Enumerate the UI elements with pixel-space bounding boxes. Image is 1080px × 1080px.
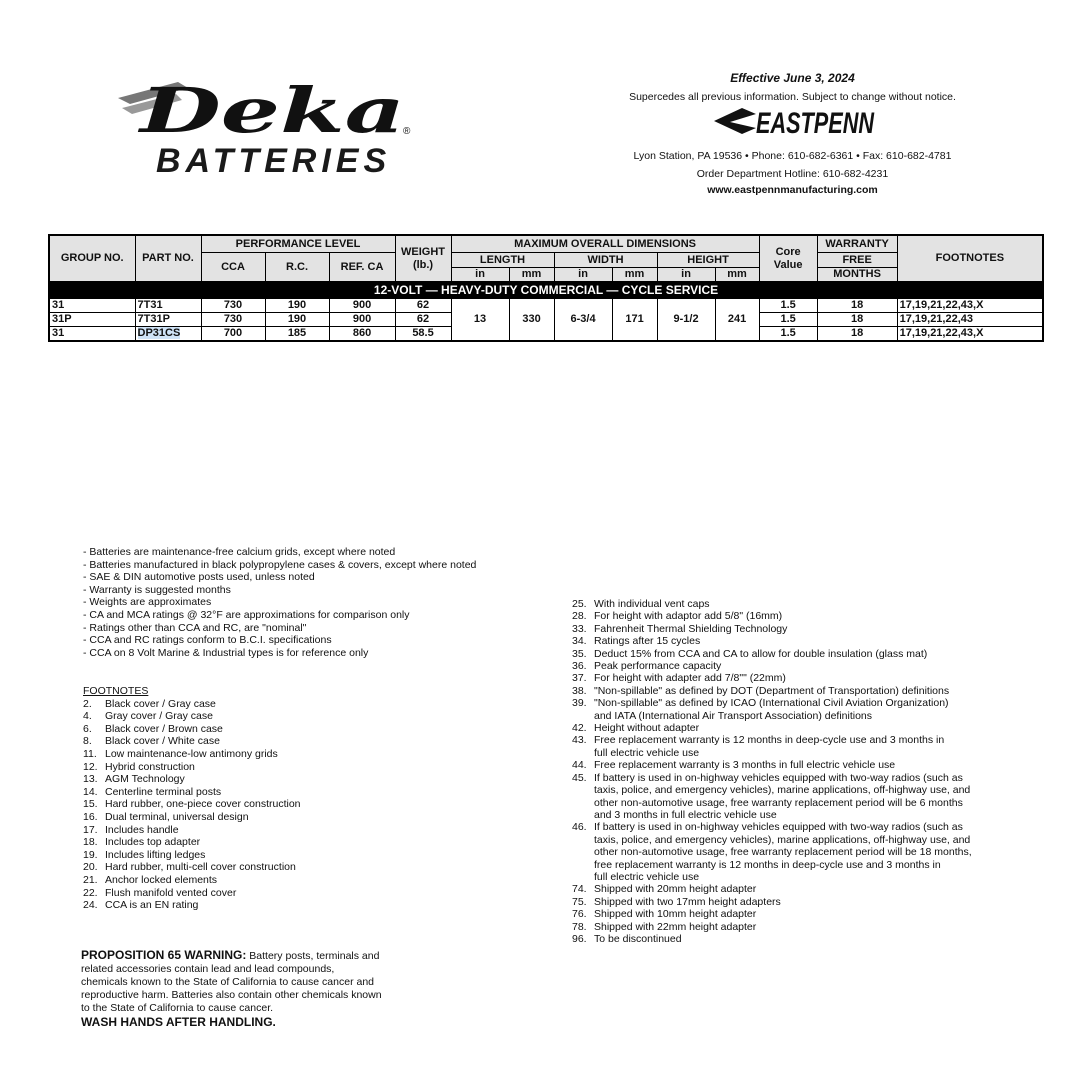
footnote-number: 4.	[83, 710, 92, 723]
footnote-line: full electric vehicle use	[594, 746, 700, 759]
footnote-list-left	[83, 698, 301, 912]
footnote-number: 37.	[572, 672, 587, 685]
footnote-item	[572, 660, 972, 672]
footnote-item	[83, 748, 301, 761]
footnote-line: full electric vehicle use	[594, 870, 700, 883]
footnote-body	[594, 635, 700, 647]
footnote-item	[572, 921, 972, 933]
general-note: - CA and MCA ratings @ 32°F are approximations for comparison only	[83, 608, 410, 621]
footnote-item	[572, 635, 972, 647]
footnote-item	[572, 685, 972, 697]
footnote-body	[594, 908, 756, 920]
prop65-line: reproductive harm. Batteries also contain other chemicals known	[81, 989, 382, 1001]
header-length-mm: mm	[509, 268, 554, 282]
cell-rc: 185	[265, 327, 329, 342]
footnote-number: 28.	[572, 610, 587, 623]
general-note: - Weights are approximates	[83, 596, 212, 609]
header-height-in: in	[657, 268, 715, 282]
footnote-number: 22.	[83, 886, 98, 899]
footnote-number: 45.	[572, 771, 587, 784]
cell-group: 31	[49, 327, 135, 342]
footnote-item	[83, 761, 301, 774]
footnote-line: Shipped with 20mm height adapter	[594, 883, 757, 896]
footnote-body	[594, 623, 787, 635]
header-group-no: GROUP NO.	[49, 235, 135, 282]
footnote-number: 25.	[572, 598, 587, 610]
header-months: MONTHS	[817, 268, 897, 282]
footnote-item	[83, 849, 301, 862]
footnote-number: 2.	[83, 697, 92, 710]
prop65-line: related accessories contain lead and lead compounds,	[81, 963, 335, 975]
footnote-item	[83, 735, 301, 748]
footnote-body	[594, 722, 699, 734]
general-note: - CCA on 8 Volt Marine & Industrial types is for reference only	[83, 646, 369, 659]
cell-length-in: 13	[451, 299, 509, 342]
eastpenn-wordmark-icon	[712, 100, 882, 142]
footnote-item	[572, 759, 972, 771]
prop65-warning	[81, 949, 411, 1029]
footnote-item	[572, 623, 972, 635]
footnote-item	[572, 722, 972, 734]
footnote-item	[572, 697, 972, 722]
footnote-number: 6.	[83, 722, 92, 735]
footnote-text: Includes top adapter	[105, 836, 201, 849]
batteries-subtitle: BATTERIES	[156, 142, 392, 180]
footnote-number: 36.	[572, 660, 587, 673]
footnote-text: AGM Technology	[105, 773, 185, 786]
footnote-number: 42.	[572, 722, 587, 735]
cell-cca: 730	[201, 299, 265, 313]
footnote-text: Includes handle	[105, 823, 179, 836]
footnote-number: 19.	[83, 848, 98, 861]
footnote-text: Anchor locked elements	[105, 873, 218, 886]
footnote-line: taxis, police, and emergency vehicles), marine applications, off-highway use, and	[594, 833, 971, 846]
footnote-item	[572, 734, 972, 759]
footnote-item	[83, 899, 301, 912]
footnote-text: Flush manifold vented cover	[105, 886, 237, 899]
cell-core: 1.5	[759, 313, 817, 327]
header-max-dims: MAXIMUM OVERALL DIMENSIONS	[451, 235, 759, 253]
prop65-title: PROPOSITION 65 WARNING:	[81, 948, 247, 962]
footnote-line: Shipped with 22mm height adapter	[594, 920, 757, 933]
footnote-item	[83, 710, 301, 723]
cell-part[interactable]	[135, 327, 201, 342]
footnote-number: 76.	[572, 908, 587, 921]
footnote-number: 8.	[83, 735, 92, 748]
general-note: - Warranty is suggested months	[83, 583, 231, 596]
footnote-text: Hybrid construction	[105, 760, 195, 773]
footnote-body	[594, 685, 949, 697]
footnote-number: 12.	[83, 760, 98, 773]
footnote-line: and 3 months in full electric vehicle use	[594, 808, 777, 821]
footnote-number: 15.	[83, 798, 98, 811]
footnote-text: Low maintenance-low antimony grids	[105, 747, 278, 760]
header-part-no: PART NO.	[135, 235, 201, 282]
footnote-number: 46.	[572, 821, 587, 834]
footnote-line: and IATA (International Air Transport Association) definitions	[594, 709, 873, 722]
header-length: LENGTH	[451, 253, 554, 268]
footnotes-title: FOOTNOTES	[83, 685, 149, 697]
header-core-value: Core Value	[759, 235, 817, 282]
general-note: - SAE & DIN automotive posts used, unless noted	[83, 571, 315, 584]
cell-footnotes: 17,19,21,22,43,X	[897, 299, 1043, 313]
general-note: - Ratings other than CCA and RC, are "nominal"	[83, 621, 307, 634]
eastpenn-logo	[712, 100, 882, 142]
footnote-text: Black cover / White case	[105, 735, 220, 748]
footnote-number: 74.	[572, 883, 587, 896]
footnote-number: 16.	[83, 810, 98, 823]
footnote-text: Dual terminal, universal design	[105, 810, 249, 823]
prop65-line: chemicals known to the State of California to cause cancer and	[81, 976, 374, 988]
footnote-item	[572, 672, 972, 684]
footnote-item	[83, 887, 301, 900]
footnote-item	[83, 698, 301, 711]
footnote-text: Hard rubber, multi-cell cover construction	[105, 861, 296, 874]
footnote-number: 18.	[83, 836, 98, 849]
section-title: 12-VOLT — HEAVY-DUTY COMMERCIAL — CYCLE SERVICE	[49, 282, 1043, 299]
footnote-number: 13.	[83, 773, 98, 786]
cell-part: 7T31P	[135, 313, 201, 327]
wash-hands-warning: WASH HANDS AFTER HANDLING.	[81, 1015, 276, 1029]
deka-logo-text: Deka	[136, 74, 405, 147]
footnote-number: 11.	[83, 747, 97, 760]
cell-footnotes: 17,19,21,22,43,X	[897, 327, 1043, 342]
footnote-item	[572, 883, 972, 895]
cell-length-mm: 330	[509, 299, 554, 342]
header-width-mm: mm	[612, 268, 657, 282]
header-warranty: WARRANTY	[817, 235, 897, 253]
cell-core: 1.5	[759, 327, 817, 342]
registered-mark: ®	[403, 126, 411, 137]
footnote-body	[594, 697, 949, 722]
footnotes-right	[572, 598, 972, 945]
footnote-item	[83, 861, 301, 874]
cell-group: 31	[49, 299, 135, 313]
footnote-number: 39.	[572, 697, 587, 710]
cell-rc: 190	[265, 299, 329, 313]
cell-cca: 730	[201, 313, 265, 327]
footnote-number: 24.	[83, 899, 98, 912]
footnote-number: 34.	[572, 635, 587, 648]
footnote-line: "Non-spillable" as defined by DOT (Department of Transportation) definitions	[594, 684, 950, 697]
footnote-item	[83, 874, 301, 887]
footnote-body	[594, 921, 756, 933]
footnote-line: free replacement warranty is 12 months in deep-cycle use and 3 months in	[594, 858, 941, 871]
footnote-body	[594, 610, 782, 622]
footnote-line: other non-automotive usage, free warranty replacement period will be 18 months,	[594, 846, 972, 859]
header-rc: R.C.	[265, 253, 329, 282]
footnote-number: 35.	[572, 647, 587, 660]
footnote-line: Free replacement warranty is 12 months in deep-cycle use and 3 months in	[594, 734, 945, 747]
header-width-in: in	[554, 268, 612, 282]
cell-cca: 700	[201, 327, 265, 342]
header-length-in: in	[451, 268, 509, 282]
cell-ref-ca: 900	[329, 313, 395, 327]
footnote-body	[594, 821, 972, 883]
prop65-line: to the State of California to cause cancer.	[81, 1002, 274, 1014]
footnote-line: With individual vent caps	[594, 598, 710, 610]
footnotes-left	[83, 685, 301, 912]
footnote-text: Black cover / Gray case	[105, 697, 216, 710]
company-address: Lyon Station, PA 19536 • Phone: 610-682-6361 • Fax: 610-682-4781	[633, 150, 952, 162]
footnote-number: 96.	[572, 932, 587, 945]
header-cca: CCA	[201, 253, 265, 282]
cell-warranty: 18	[817, 313, 897, 327]
footnote-number: 38.	[572, 684, 587, 697]
company-website[interactable]: www.eastpennmanufacturing.com	[707, 184, 878, 196]
footnote-item	[572, 821, 972, 883]
cell-rc: 190	[265, 313, 329, 327]
cell-weight: 58.5	[395, 327, 451, 342]
cell-part: 7T31	[135, 299, 201, 313]
header-height-mm: mm	[715, 268, 759, 282]
footnote-item	[83, 811, 301, 824]
footnote-item	[572, 896, 972, 908]
footnote-body	[594, 883, 756, 895]
order-hotline: Order Department Hotline: 610-682-4231	[696, 168, 889, 180]
footnote-item	[572, 933, 972, 945]
footnote-item	[572, 598, 972, 610]
header-height: HEIGHT	[657, 253, 759, 268]
footnote-item	[83, 773, 301, 786]
general-notes	[83, 546, 476, 659]
cell-footnotes: 17,19,21,22,43	[897, 313, 1043, 327]
footnote-line: To be discontinued	[594, 932, 682, 945]
general-note: - CCA and RC ratings conform to B.C.I. specifications	[83, 634, 332, 647]
footnote-line: For height with adaptor add 5/8" (16mm)	[594, 610, 783, 623]
header-footnotes: FOOTNOTES	[897, 235, 1043, 282]
footnote-line: Peak performance capacity	[594, 660, 722, 673]
footnote-item	[83, 786, 301, 799]
footnote-number: 44.	[572, 759, 587, 772]
footnote-number: 78.	[572, 920, 587, 933]
footnote-line: Fahrenheit Thermal Shielding Technology	[594, 622, 788, 635]
cell-warranty: 18	[817, 327, 897, 342]
footnote-body	[594, 734, 944, 759]
supersedes-note: Supercedes all previous information. Subject to change without notice.	[629, 91, 956, 103]
footnote-item	[572, 610, 972, 622]
cell-weight: 62	[395, 299, 451, 313]
footnote-body	[594, 933, 682, 945]
cell-weight: 62	[395, 313, 451, 327]
footnote-text: Includes lifting ledges	[105, 848, 206, 861]
general-note: - Batteries are maintenance-free calcium grids, except where noted	[83, 546, 396, 558]
footnote-line: If battery is used in on-highway vehicles equipped with two-way radios (such as	[594, 821, 963, 834]
footnote-item	[572, 772, 972, 822]
cell-width-in: 6-3/4	[554, 299, 612, 342]
footnote-body	[594, 598, 710, 610]
table-row	[49, 299, 1043, 313]
footnote-line: taxis, police, and emergency vehicles), marine applications, off-highway use, and	[594, 784, 971, 797]
header-performance-level: PERFORMANCE LEVEL	[201, 235, 395, 253]
prop65-line: Battery posts, terminals and	[249, 950, 380, 962]
deka-logo	[118, 74, 418, 190]
footnote-line: other non-automotive usage, free warranty replacement period will be 6 months	[594, 796, 963, 809]
footnote-body	[594, 672, 786, 684]
footnote-line: Shipped with two 17mm height adapters	[594, 895, 781, 908]
cell-ref-ca: 860	[329, 327, 395, 342]
footnote-item	[83, 798, 301, 811]
cell-core: 1.5	[759, 299, 817, 313]
footnote-number: 20.	[83, 861, 98, 874]
footnote-body	[594, 759, 895, 771]
footnote-line: Height without adapter	[594, 722, 700, 735]
footnote-item	[572, 648, 972, 660]
footnote-body	[594, 772, 970, 822]
header-width: WIDTH	[554, 253, 657, 268]
general-note: - Batteries manufactured in black polypropylene cases & covers, except where noted	[83, 558, 477, 571]
footnote-number: 17.	[83, 823, 98, 836]
eastpenn-logo-text: EASTPENN	[756, 107, 875, 140]
footnote-item	[83, 836, 301, 849]
cell-group: 31P	[49, 313, 135, 327]
header-free: FREE	[817, 253, 897, 268]
highlighted-part[interactable]: DP31CS	[137, 327, 181, 339]
cell-ref-ca: 900	[329, 299, 395, 313]
footnote-text: Gray cover / Gray case	[105, 710, 213, 723]
footnote-number: 21.	[83, 873, 98, 886]
footnote-number: 14.	[83, 785, 98, 798]
cell-width-mm: 171	[612, 299, 657, 342]
footnote-line: Deduct 15% from CCA and CA to allow for double insulation (glass mat)	[594, 647, 928, 660]
footnote-number: 33.	[572, 622, 587, 635]
footnote-text: Black cover / Brown case	[105, 722, 223, 735]
footnote-item	[83, 824, 301, 837]
footnote-text: Hard rubber, one-piece cover construction	[105, 798, 301, 811]
footnote-body	[594, 648, 927, 660]
footnote-text: CCA is an EN rating	[105, 899, 199, 912]
effective-date: Effective June 3, 2024	[730, 71, 855, 85]
footnote-text: Centerline terminal posts	[105, 785, 222, 798]
header-weight: WEIGHT (lb.)	[395, 235, 451, 282]
cell-warranty: 18	[817, 299, 897, 313]
footnote-number: 75.	[572, 895, 587, 908]
footnote-line: Free replacement warranty is 3 months in full electric vehicle use	[594, 759, 896, 772]
footnote-number: 43.	[572, 734, 587, 747]
footnote-line: Ratings after 15 cycles	[594, 635, 701, 648]
deka-wordmark-icon	[118, 74, 418, 150]
footnote-item	[572, 908, 972, 920]
footnote-line: "Non-spillable" as defined by ICAO (International Civil Aviation Organization)	[594, 697, 949, 710]
footnote-body	[594, 896, 781, 908]
footnote-item	[83, 723, 301, 736]
footnote-line: If battery is used in on-highway vehicles equipped with two-way radios (such as	[594, 771, 963, 784]
footnote-line: For height with adapter add 7/8"" (22mm)	[594, 672, 786, 685]
cell-height-mm: 241	[715, 299, 759, 342]
battery-spec-table	[48, 234, 1044, 342]
footnote-body	[594, 660, 721, 672]
footnote-line: Shipped with 10mm height adapter	[594, 908, 757, 921]
cell-height-in: 9-1/2	[657, 299, 715, 342]
header-ref-ca: REF. CA	[329, 253, 395, 282]
